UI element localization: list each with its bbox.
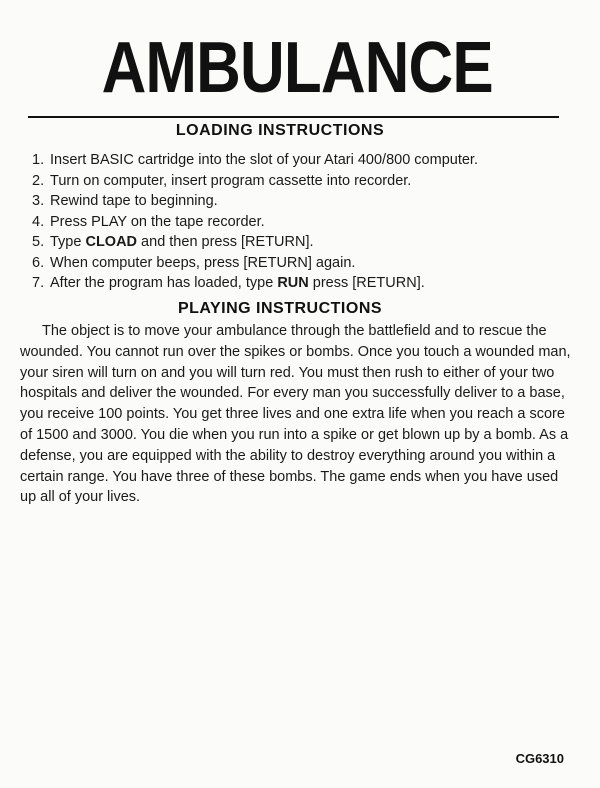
step-text <box>50 171 411 192</box>
step-text-part: Turn on computer, insert program cassette into recorder. <box>50 172 412 189</box>
step-keyword: CLOAD <box>85 234 138 250</box>
step-text-part: Type <box>50 234 86 250</box>
step-text-part: and then press [RETURN]. <box>137 234 314 250</box>
step-text <box>50 232 314 253</box>
loading-step <box>32 171 572 192</box>
step-text <box>50 150 478 171</box>
step-keyword: RUN <box>277 275 309 291</box>
step-text-part: Insert BASIC cartridge into the slot of your Atari 400/800 computer. <box>50 152 478 168</box>
step-text-part: Press PLAY on the tape recorder. <box>50 213 265 230</box>
loading-instructions-heading: LOADING INSTRUCTIONS <box>175 122 385 139</box>
game-title: AMBULANCE <box>101 28 493 108</box>
loading-steps-list <box>32 150 572 294</box>
loading-step <box>32 212 572 233</box>
loading-step <box>32 273 572 294</box>
step-number: 5. <box>32 234 45 250</box>
step-text-part: After the program has loaded, type <box>50 275 278 291</box>
step-text <box>50 212 265 233</box>
step-text <box>50 273 425 294</box>
step-number: 4. <box>32 213 45 230</box>
loading-step <box>32 253 572 274</box>
step-number: 6. <box>32 254 45 271</box>
step-text <box>50 191 218 212</box>
product-code: CG6310 <box>515 751 564 766</box>
step-number: 2. <box>32 172 45 189</box>
loading-step <box>32 232 572 253</box>
title-divider <box>28 116 559 118</box>
step-text-part: Rewind tape to beginning. <box>50 193 218 209</box>
step-number: 3. <box>32 193 45 209</box>
loading-step <box>32 191 572 212</box>
playing-instructions-paragraph: The object is to move your ambulance through the battlefield and to rescue the wounded. You cannot run over the spikes or bombs. Once you touch a wounded man, your siren will turn on and you will turn red. You must then rush to either of your two hospitals and deliver the wounded. For every man you successfully deliver to a base, you receive 100 points. You get three lives and one extra life when you reach a score of 1500 and 3000. You die when you run into a spike or get blown up by a bomb. As a defense, you are equipped with the ability to destroy everything around you within a certain range. You have three of these bombs. The game ends when you have used up all of your lives. <box>20 323 571 506</box>
step-number: 1. <box>32 152 45 168</box>
step-text <box>50 253 355 274</box>
step-text-part: press [RETURN]. <box>308 275 425 291</box>
step-text-part: When computer beeps, press [RETURN] again. <box>50 254 356 271</box>
step-number: 7. <box>32 275 45 291</box>
loading-step <box>32 150 572 171</box>
playing-instructions-heading: PLAYING INSTRUCTIONS <box>177 300 383 317</box>
